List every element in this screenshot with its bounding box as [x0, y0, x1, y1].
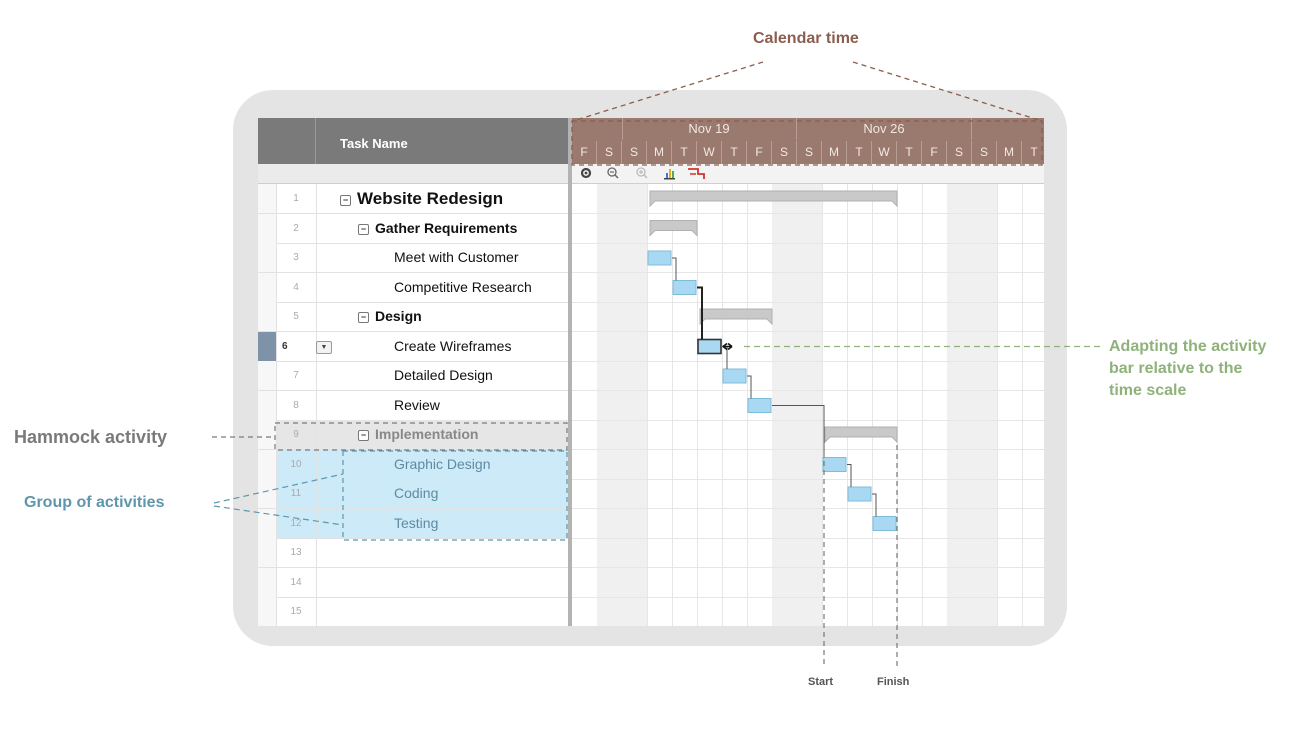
task-name-text: Implementation — [375, 426, 479, 442]
day-label: T — [897, 141, 922, 164]
task-name-text: Gather Requirements — [375, 219, 518, 236]
task-bar[interactable] — [698, 340, 721, 354]
task-bar[interactable] — [748, 399, 771, 413]
day-label: M — [647, 141, 672, 164]
row-dropdown-icon[interactable]: ▼ — [316, 341, 332, 354]
task-bar[interactable] — [648, 251, 671, 265]
calendar-time-leader — [853, 62, 1042, 121]
adapting-label-line-3: time scale — [1109, 382, 1187, 399]
task-bar[interactable] — [873, 517, 896, 531]
adapting-label-line-2: bar relative to the — [1109, 360, 1243, 377]
summary-bar[interactable] — [700, 309, 772, 324]
calendar-time-label: Calendar time — [753, 30, 859, 47]
day-label: F — [922, 141, 947, 164]
task-name-text: Competitive Research — [394, 278, 532, 295]
collapse-icon[interactable]: − — [340, 195, 351, 206]
day-label: S — [622, 141, 647, 164]
row-number: 2 — [276, 214, 317, 243]
dependency-link — [747, 376, 751, 399]
hammock-box — [275, 423, 567, 450]
task-name-text: Design — [375, 308, 422, 324]
row-number: 6 — [276, 332, 317, 361]
task-name-text: Coding — [394, 485, 439, 501]
week-label-1: Nov 19 — [622, 118, 797, 140]
group-of-activities-label: Group of activities — [24, 494, 165, 511]
row-number: 15 — [276, 597, 317, 626]
day-label: T — [672, 141, 697, 164]
day-label: S — [947, 141, 972, 164]
day-label: F — [572, 141, 597, 164]
row-number: 9 — [276, 420, 317, 449]
day-label: M — [822, 141, 847, 164]
collapse-icon[interactable]: − — [358, 312, 369, 323]
task-name-text: Website Redesign — [357, 189, 504, 208]
day-label: T — [847, 141, 872, 164]
row-number: 11 — [276, 479, 317, 508]
row-number: 10 — [276, 450, 317, 479]
row-number: 5 — [276, 302, 317, 331]
calendar-time-box — [572, 121, 1042, 165]
row-number: 13 — [276, 538, 317, 567]
calendar-time-leader — [573, 62, 763, 121]
day-label: M — [997, 141, 1022, 164]
summary-bar[interactable] — [650, 191, 897, 206]
day-label: F — [747, 141, 772, 164]
day-label: T — [722, 141, 747, 164]
day-label: S — [772, 141, 797, 164]
group-leader — [214, 474, 343, 525]
task-name-text: Graphic Design — [394, 455, 491, 472]
row-number: 7 — [276, 361, 317, 390]
dependency-link — [672, 258, 676, 281]
collapse-icon[interactable]: − — [358, 224, 369, 235]
day-label: T — [1022, 141, 1044, 164]
summary-bar[interactable] — [825, 427, 897, 442]
week-label-2: Nov 26 — [797, 118, 972, 140]
day-label: S — [797, 141, 822, 164]
row-number: 14 — [276, 568, 317, 597]
day-label: W — [872, 141, 897, 164]
day-label: S — [597, 141, 622, 164]
adapting-label-line-1: Adapting the activity — [1109, 338, 1267, 355]
dependency-link — [872, 494, 876, 517]
task-name-text: Create Wireframes — [394, 337, 512, 354]
task-name-header[interactable]: Task Name — [340, 136, 408, 151]
row-number: 1 — [276, 184, 317, 213]
group-box — [343, 451, 567, 540]
row-number: 12 — [276, 509, 317, 538]
task-name-text: Review — [394, 396, 440, 413]
start-label: Start — [808, 676, 834, 688]
task-bar[interactable] — [823, 458, 846, 472]
summary-bar[interactable] — [650, 221, 697, 236]
hammock-activity-label: Hammock activity — [14, 427, 168, 447]
dependency-link — [772, 406, 824, 458]
finish-label: Finish — [877, 676, 910, 688]
task-name-text: Meet with Customer — [394, 249, 519, 265]
task-name-text: Testing — [394, 514, 439, 531]
row-number: 3 — [276, 243, 317, 272]
task-bar[interactable] — [723, 369, 746, 383]
task-name-text: Detailed Design — [394, 367, 493, 383]
row-number: 8 — [276, 391, 317, 420]
task-bar[interactable] — [848, 487, 871, 501]
collapse-icon[interactable]: − — [358, 430, 369, 441]
task-bar[interactable] — [673, 281, 696, 295]
day-label: W — [697, 141, 722, 164]
row-number: 4 — [276, 273, 317, 302]
dependency-link — [847, 465, 851, 488]
day-label: S — [972, 141, 997, 164]
